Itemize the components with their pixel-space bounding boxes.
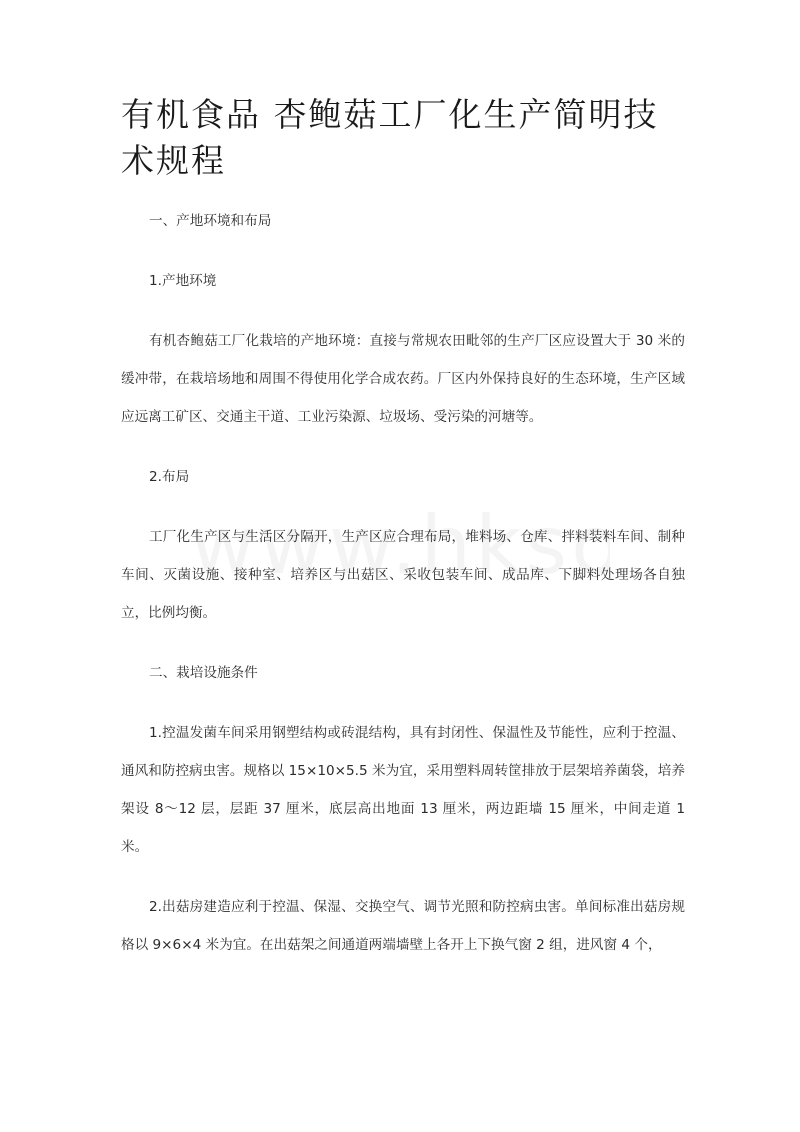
subsection-heading-1-2: 2.布局: [149, 469, 190, 485]
document-body: [121, 202, 685, 964]
section-heading-1: 一、产地环境和布局: [149, 213, 272, 229]
section-heading-2: 二、栽培设施条件: [149, 665, 258, 681]
paragraph-fruiting-room: 2.出菇房建造应利于控温、保湿、交换空气、调节光照和防控病虫害。单间标准出菇房规格以 9×6×4 米为宜。在出菇架之间通道两端墙壁上各开上下换气窗 2 组，进风窗 4 个，: [121, 899, 685, 953]
paragraph-layout: 工厂化生产区与生活区分隔开，生产区应合理布局，堆料场、仓库、拌料装料车间、制种车间、灭菌设施、接种室、培养区与出菇区、采收包装车间、成品库、下脚料处理场各自独立，比例均衡。: [121, 529, 685, 621]
document-title: 有机食品 杏鲍菇工厂化生产简明技术规程: [121, 95, 659, 180]
paragraph-environment: 有机杏鲍菇工厂化栽培的产地环境：直接与常规农田毗邻的生产厂区应设置大于 30 米的缓冲带，在栽培场地和周围不得使用化学合成农药。厂区内外保持良好的生态环境，生产区域应远离工矿区、交通主干道、工业污染源、垃圾场、受污染的河塘等。: [121, 333, 685, 425]
subsection-heading-1-1: 1.产地环境: [149, 273, 217, 289]
paragraph-incubation-room: 1.控温发菌车间采用钢塑结构或砖混结构，具有封闭性、保温性及节能性，应利于控温、通风和防控病虫害。规格以 15×10×5.5 米为宜，采用塑料周转筐排放于层架培养菌袋，培养架设 8～12 层，层距 37 厘米，底层高出地面 13 厘米，两边距墙 15 厘米，中间走道 1 米。: [121, 725, 685, 855]
